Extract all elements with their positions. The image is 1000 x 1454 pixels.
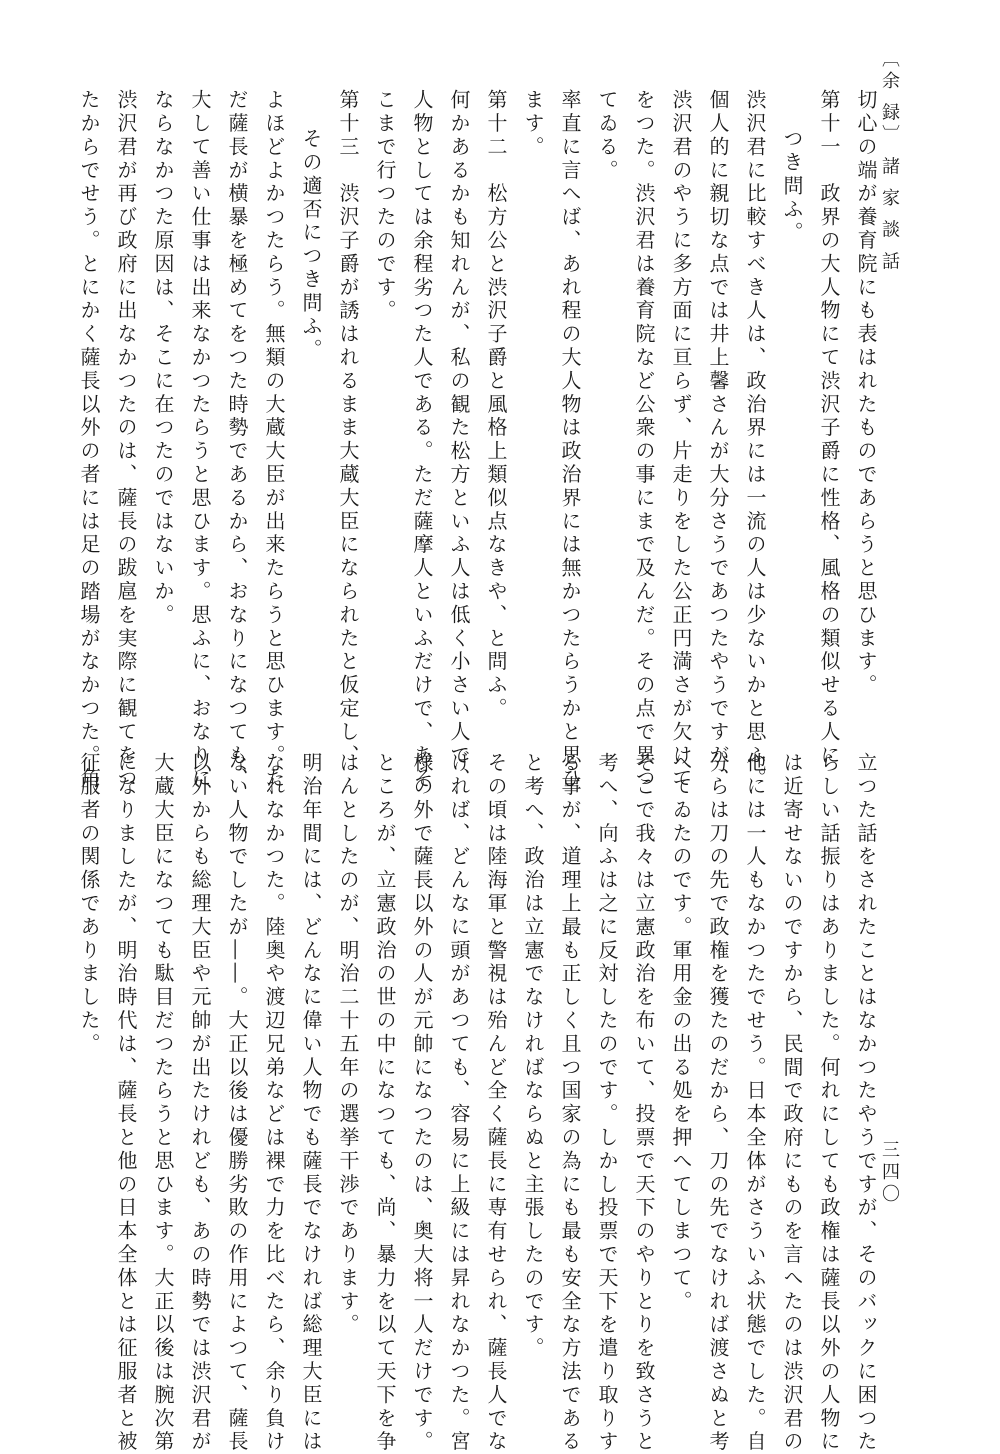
text-column: その適否につき問ふ。 bbox=[299, 128, 323, 362]
text-column: ならなかつた原因は、そこに在つたのではないか。 bbox=[151, 89, 175, 628]
text-column: 個人的に親切な点では井上馨さんが大分さうであつたやうですが、 bbox=[706, 89, 730, 791]
text-column: その頃は陸海軍と警視は殆んど全く薩長に専有せられ、薩長人でな bbox=[484, 752, 508, 1454]
text-column: は近寄せないのですから、民間で政府にものを言へたのは渋沢君の bbox=[780, 752, 804, 1454]
text-column: 考へ、向ふは之に反対したのです。しかし投票で天下を遣り取りす bbox=[595, 752, 619, 1454]
text-column: 大蔵大臣になつても駄目だつたらうと思ひます。大正以後は腕次第 bbox=[151, 752, 175, 1454]
page-number: 三四〇 bbox=[879, 1140, 900, 1206]
text-column: 分らは刀の先で政権を獲たのだから、刀の先でなければ渡さぬと考 bbox=[706, 752, 730, 1454]
text-column: 何かあるかも知れんが、私の観た松方といふ人は低く小さい人で、 bbox=[447, 89, 471, 791]
text-column: 人物としては余程劣つた人である。ただ薩摩人といふだけで、あそ bbox=[410, 89, 434, 791]
text-column: 渋沢君に比較すべき人は、政治界には一流の人は少ないかと思ふ。 bbox=[743, 89, 767, 791]
text-column: はんとしたのが、明治二十五年の選挙干渉であります。 bbox=[336, 752, 360, 1337]
text-column: 他には一人もなかつたでせう。日本全体がさういふ状態でした。自 bbox=[743, 752, 767, 1454]
text-column: 切心の端が養育院にも表はれたものであらうと思ひます。 bbox=[854, 89, 878, 698]
text-column: たからでせう。とにかく薩長以外の者には足の踏場がなかつた。角 bbox=[77, 89, 101, 791]
text-column: てゐる。 bbox=[595, 89, 619, 183]
text-column: 以外からも総理大臣や元帥が出たけれども、あの時勢では渋沢君が bbox=[188, 752, 212, 1454]
text-column: 渋沢君のやうに多方面に亘らず、片走りをした公正円満さが欠けて bbox=[669, 89, 693, 791]
text-column: 第十一 政界の大人物にて渋沢子爵に性格、風格の類似せる人に bbox=[817, 89, 841, 768]
running-title: 〔余 録〕 諸 家 談 話 bbox=[879, 49, 900, 274]
text-column: と考へ、政治は立憲でなければならぬと主張したのです。 bbox=[521, 752, 545, 1361]
text-column: ければ、どんなに頭があつても、容易に上級には昇れなかつた。宮 bbox=[447, 752, 471, 1454]
text-column: 率直に言へば、あれ程の大人物は政治界には無かつたらうかと思ひ bbox=[558, 89, 582, 791]
text-column: 大して善い仕事は出来なかつたらうと思ひます。思ふに、おなりに bbox=[188, 89, 212, 791]
text-column: る事が、道理上最も正しく且つ国家の為にも最も安全な方法である bbox=[558, 752, 582, 1454]
text-column: つき問ふ。 bbox=[780, 128, 804, 245]
text-column: 征服者の関係でありました。 bbox=[77, 752, 101, 1057]
text-column: 渋沢君が再び政府に出なかつたのは、薩長の跋扈を実際に観てをつ bbox=[114, 89, 138, 791]
text-column: 第十三 渋沢子爵が誘はれるまま大蔵大臣になられたと仮定し、 bbox=[336, 89, 360, 768]
text-column: ない人物でしたが――。大正以後は優勝劣敗の作用によつて、薩長 bbox=[225, 752, 249, 1454]
text-column: なれなかつた。陸奥や渡辺兄弟などは裸で力を比べたら、余り負け bbox=[262, 752, 286, 1454]
text-column: ます。 bbox=[521, 89, 545, 160]
text-column: そこで我々は立憲政治を布いて、投票で天下のやりとりを致さうと bbox=[632, 752, 656, 1454]
text-column: へてゐたのです。軍用金の出る処を押へてしまつて。 bbox=[669, 752, 693, 1314]
text-column: だ薩長が横暴を極めてをつた時勢であるから、おなりになつても、 bbox=[225, 89, 249, 791]
text-column: になりましたが、明治時代は、薩長と他の日本全体とは征服者と被 bbox=[114, 752, 138, 1454]
text-column: こまで行つたのです。 bbox=[373, 89, 397, 323]
text-column: 明治年間には、どんなに偉い人物でも薩長でなければ総理大臣には bbox=[299, 752, 323, 1454]
text-column: 第十二 松方公と渋沢子爵と風格上類似点なきや、と問ふ。 bbox=[484, 89, 508, 721]
text-column: らしい話振りはありました。何れにしても政権は薩長以外の人物に bbox=[817, 752, 841, 1454]
text-column: ところが、立憲政治の世の中になつても、尚、暴力を以て天下を争 bbox=[373, 752, 397, 1454]
text-column: 様の外で薩長以外の人が元帥になつたのは、奥大将一人だけです。 bbox=[410, 752, 434, 1454]
text-column: をつた。渋沢君は養育院など公衆の事にまで及んだ。その点で異つ bbox=[632, 89, 656, 791]
text-column: 立つた話をされたことはなかつたやうですが、そのバックに困つた bbox=[854, 752, 878, 1454]
text-column: よほどよかつたらう。無類の大蔵大臣が出来たらうと思ひます。た bbox=[262, 89, 286, 791]
